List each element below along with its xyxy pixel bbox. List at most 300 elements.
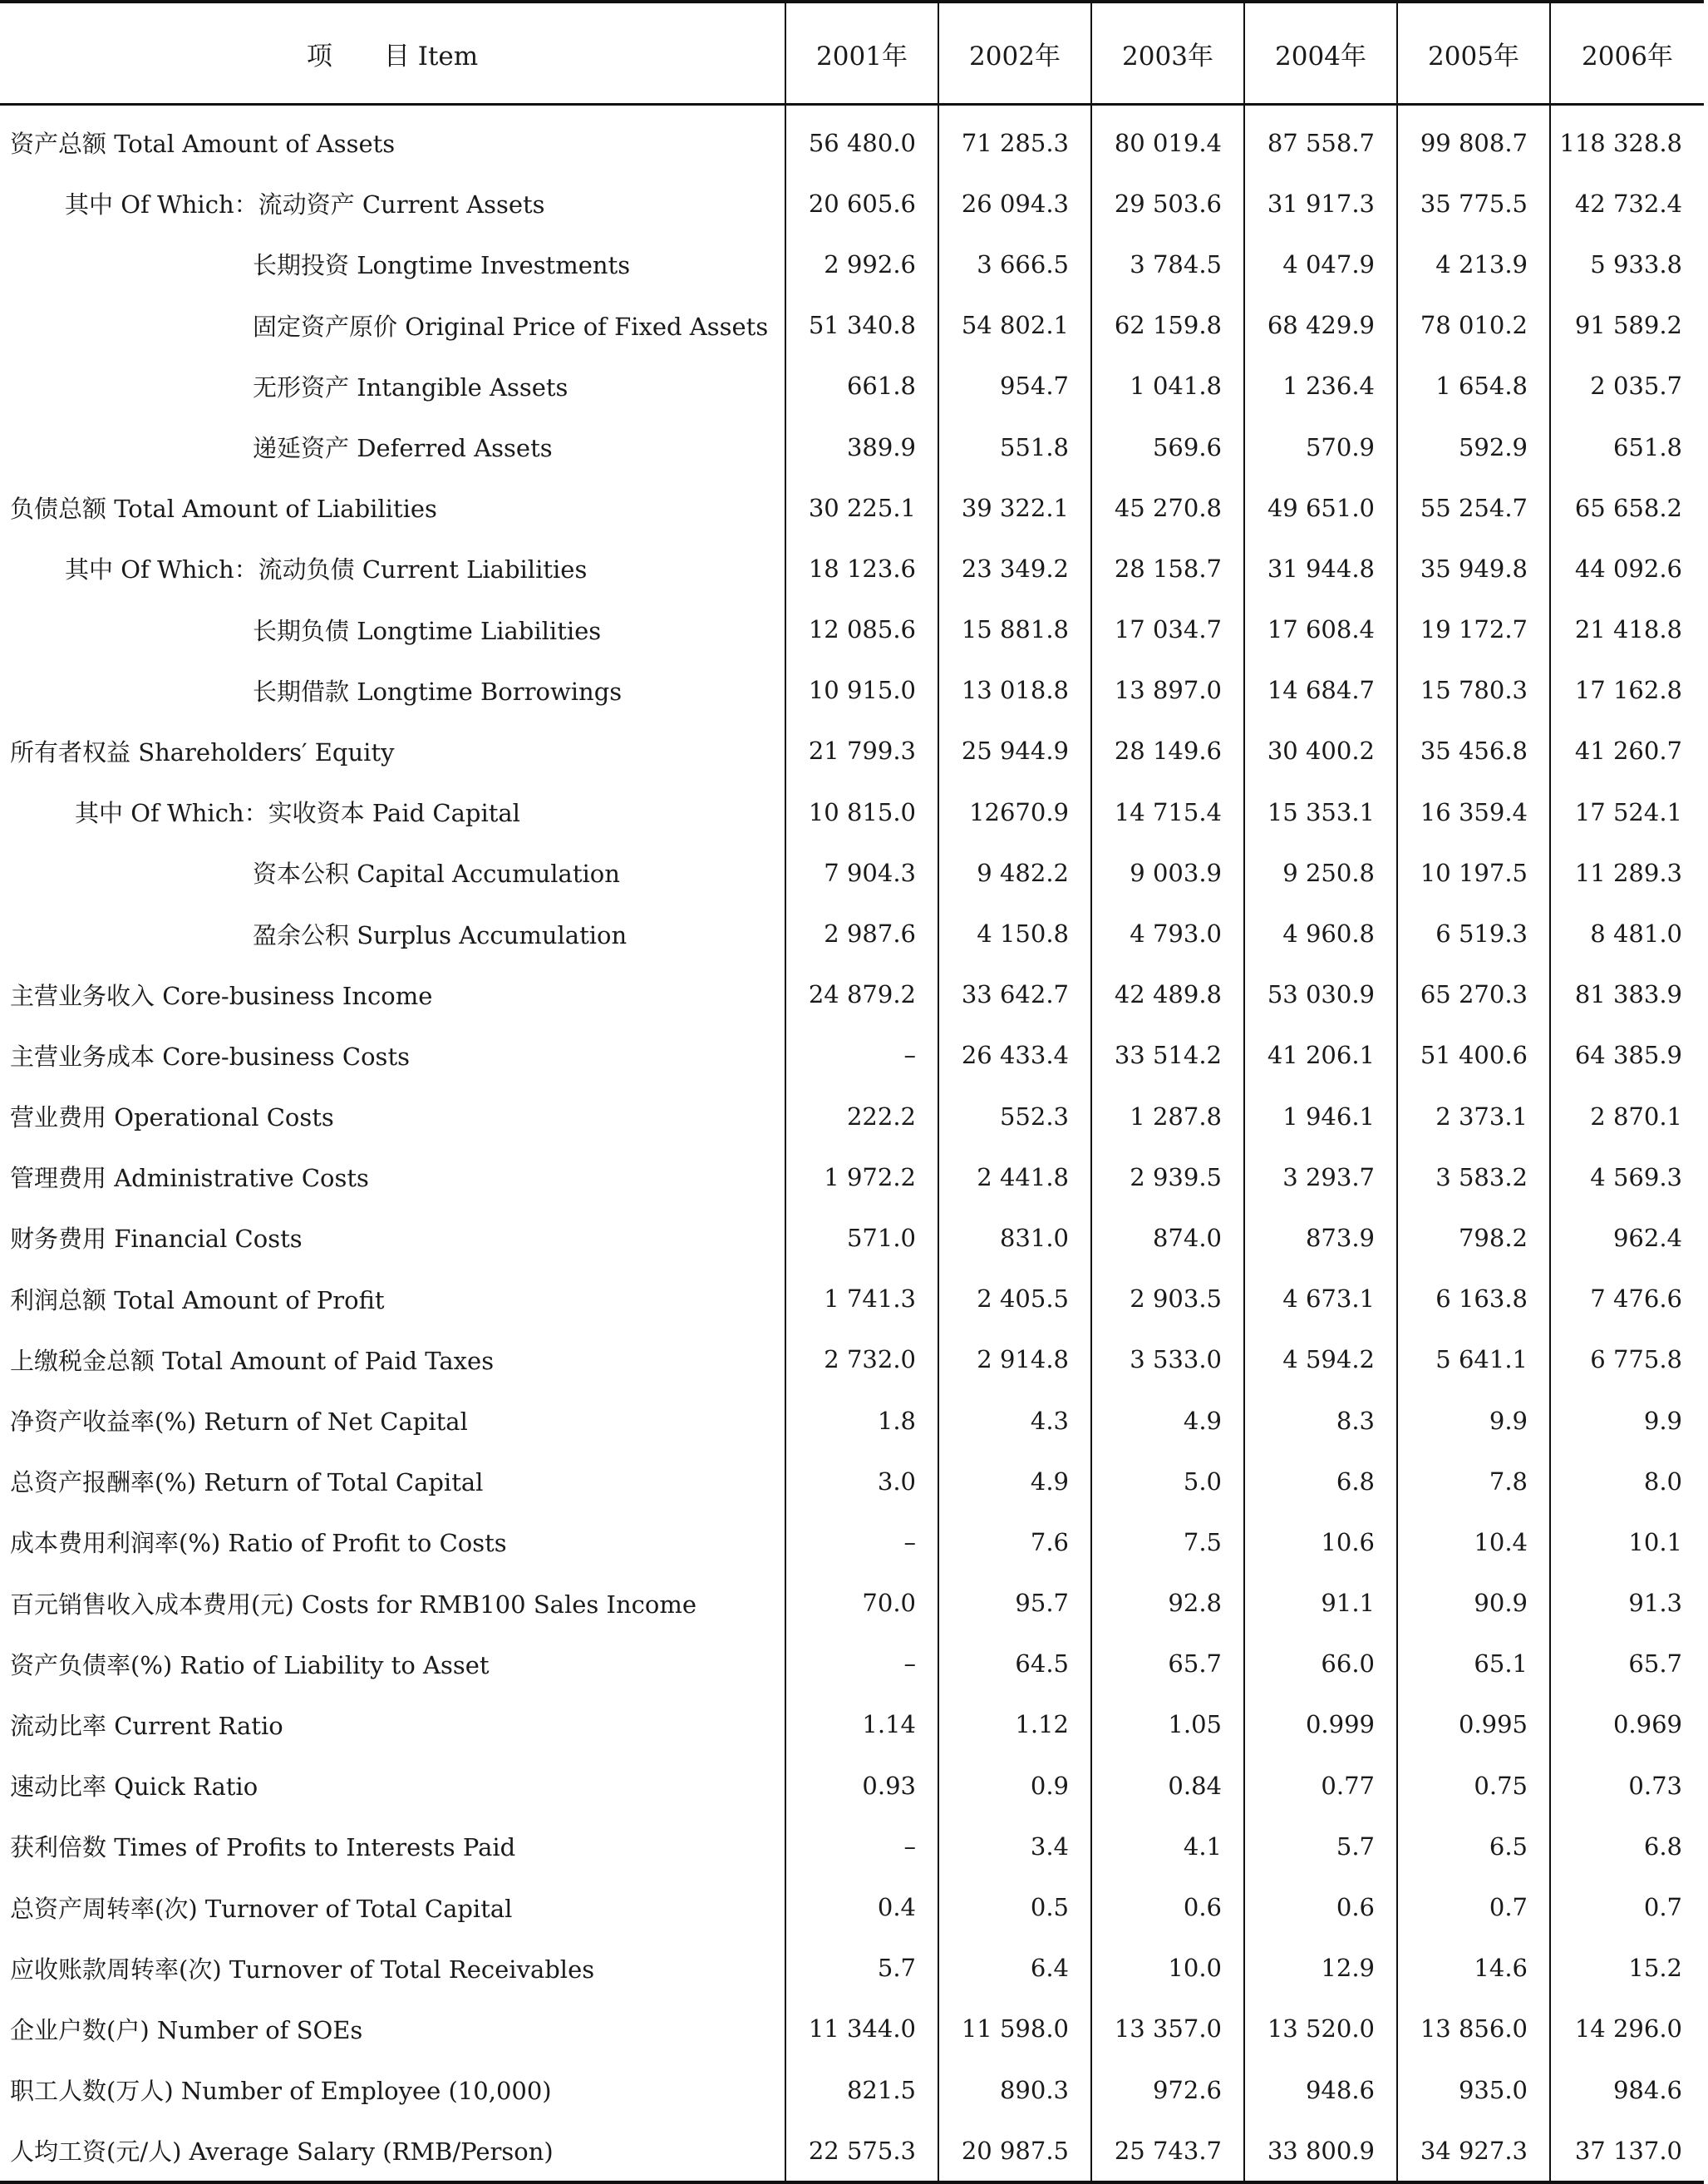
row-label: 上缴税金总额 Total Amount of Paid Taxes — [10, 1346, 495, 1375]
value-cell: 6.8 — [1550, 1816, 1704, 1876]
value-cell: 5.0 — [1091, 1451, 1244, 1511]
row-label-cell — [0, 1938, 785, 1999]
table-row — [0, 1694, 1704, 1755]
value-cell: – — [785, 1025, 938, 1086]
value-cell: 3 784.5 — [1091, 234, 1244, 294]
row-label-cell — [0, 1451, 785, 1511]
row-label-cell — [0, 105, 785, 174]
value-cell: 6 163.8 — [1397, 1269, 1550, 1329]
value-cell: 0.995 — [1397, 1694, 1550, 1755]
value-cell: 3 293.7 — [1244, 1146, 1397, 1207]
value-cell: 4 793.0 — [1091, 903, 1244, 964]
row-label: 固定资产原价 Original Price of Fixed Assets — [253, 312, 769, 341]
row-label-cell — [0, 1999, 785, 2059]
value-cell: 651.8 — [1550, 417, 1704, 477]
value-cell: 11 598.0 — [938, 1999, 1091, 2059]
row-label-cell — [0, 1086, 785, 1146]
header-item: 项 目 Item — [0, 2, 785, 105]
table-row — [0, 721, 1704, 781]
value-cell: 935.0 — [1397, 2059, 1550, 2120]
value-cell: 1 972.2 — [785, 1146, 938, 1207]
value-cell: 571.0 — [785, 1207, 938, 1268]
value-cell: 65 658.2 — [1550, 477, 1704, 538]
row-label-cell — [0, 1207, 785, 1268]
value-cell: 20 605.6 — [785, 173, 938, 234]
value-cell: 19 172.7 — [1397, 599, 1550, 660]
value-cell: 118 328.8 — [1550, 105, 1704, 174]
row-label-cell — [0, 842, 785, 903]
value-cell: 8 481.0 — [1550, 903, 1704, 964]
value-cell: 1 041.8 — [1091, 356, 1244, 417]
value-cell: 551.8 — [938, 417, 1091, 477]
value-cell: 64.5 — [938, 1634, 1091, 1694]
value-cell: 90.9 — [1397, 1573, 1550, 1634]
value-cell: 54 802.1 — [938, 295, 1091, 356]
value-cell: 4 960.8 — [1244, 903, 1397, 964]
value-cell: 7.8 — [1397, 1451, 1550, 1511]
table-row — [0, 173, 1704, 234]
value-cell: 17 608.4 — [1244, 599, 1397, 660]
value-cell: 222.2 — [785, 1086, 938, 1146]
value-cell: 29 503.6 — [1091, 173, 1244, 234]
value-cell: 42 489.8 — [1091, 964, 1244, 1025]
table-row — [0, 781, 1704, 842]
value-cell: 78 010.2 — [1397, 295, 1550, 356]
row-label: 获利倍数 Times of Profits to Interests Paid — [10, 1833, 516, 1862]
row-label-cell — [0, 1025, 785, 1086]
row-label-cell — [0, 417, 785, 477]
value-cell: 34 927.3 — [1397, 2120, 1550, 2182]
value-cell: 0.4 — [785, 1876, 938, 1937]
value-cell: 14 684.7 — [1244, 660, 1397, 721]
value-cell: 28 158.7 — [1091, 538, 1244, 599]
value-cell: 2 903.5 — [1091, 1269, 1244, 1329]
row-label-cell — [0, 1755, 785, 1816]
table-row — [0, 1755, 1704, 1816]
value-cell: 35 949.8 — [1397, 538, 1550, 599]
value-cell: 3 583.2 — [1397, 1146, 1550, 1207]
value-cell: 6.5 — [1397, 1816, 1550, 1876]
row-label-cell — [0, 295, 785, 356]
table-row — [0, 1511, 1704, 1572]
value-cell: 8.3 — [1244, 1390, 1397, 1451]
value-cell: 8.0 — [1550, 1451, 1704, 1511]
table-row — [0, 1146, 1704, 1207]
value-cell: 0.999 — [1244, 1694, 1397, 1755]
table-row — [0, 1025, 1704, 1086]
value-cell: 17 034.7 — [1091, 599, 1244, 660]
row-label: 流动比率 Current Ratio — [10, 1711, 283, 1740]
row-label-cell — [0, 1390, 785, 1451]
value-cell: 6 775.8 — [1550, 1329, 1704, 1390]
value-cell: 9.9 — [1550, 1390, 1704, 1451]
row-label-cell — [0, 234, 785, 294]
row-label: 长期借款 Longtime Borrowings — [253, 677, 623, 706]
value-cell: 5.7 — [785, 1938, 938, 1999]
table-row — [0, 842, 1704, 903]
row-label-cell — [0, 1269, 785, 1329]
value-cell: 25 944.9 — [938, 721, 1091, 781]
row-label-cell — [0, 660, 785, 721]
row-label: 所有者权益 Shareholders′ Equity — [10, 737, 395, 767]
value-cell: 10 197.5 — [1397, 842, 1550, 903]
value-cell: 6.8 — [1244, 1451, 1397, 1511]
table-row — [0, 234, 1704, 294]
row-label: 其中 Of Which：流动资产 Current Assets — [65, 190, 545, 219]
value-cell: 798.2 — [1397, 1207, 1550, 1268]
row-label-cell — [0, 721, 785, 781]
value-cell: 1 287.8 — [1091, 1086, 1244, 1146]
value-cell: 22 575.3 — [785, 2120, 938, 2182]
value-cell: 12670.9 — [938, 781, 1091, 842]
row-label-cell — [0, 477, 785, 538]
value-cell: 1 236.4 — [1244, 356, 1397, 417]
row-label: 递延资产 Deferred Assets — [253, 434, 553, 463]
table-row — [0, 2059, 1704, 2120]
row-label: 人均工资(元/人) Average Salary (RMB/Person) — [10, 2137, 554, 2167]
value-cell: 0.7 — [1550, 1876, 1704, 1937]
table-row — [0, 1573, 1704, 1634]
value-cell: 26 433.4 — [938, 1025, 1091, 1086]
value-cell: 23 349.2 — [938, 538, 1091, 599]
value-cell: 2 992.6 — [785, 234, 938, 294]
value-cell: 65.7 — [1550, 1634, 1704, 1694]
value-cell: 661.8 — [785, 356, 938, 417]
header-year-2003: 2003年 — [1091, 2, 1244, 105]
value-cell: 12.9 — [1244, 1938, 1397, 1999]
table-row — [0, 538, 1704, 599]
value-cell: 20 987.5 — [938, 2120, 1091, 2182]
value-cell: 7.6 — [938, 1511, 1091, 1572]
row-label-cell — [0, 173, 785, 234]
table-row — [0, 964, 1704, 1025]
value-cell: 65 270.3 — [1397, 964, 1550, 1025]
value-cell: 33 642.7 — [938, 964, 1091, 1025]
value-cell: 0.93 — [785, 1755, 938, 1816]
value-cell: 13 897.0 — [1091, 660, 1244, 721]
value-cell: 0.7 — [1397, 1876, 1550, 1937]
value-cell: 91.1 — [1244, 1573, 1397, 1634]
row-label-cell — [0, 1876, 785, 1937]
value-cell: 91.3 — [1550, 1573, 1704, 1634]
row-label: 营业费用 Operational Costs — [10, 1103, 334, 1132]
value-cell: 3.0 — [785, 1451, 938, 1511]
row-label: 主营业务收入 Core-business Income — [10, 981, 433, 1010]
value-cell: 0.75 — [1397, 1755, 1550, 1816]
value-cell: – — [785, 1634, 938, 1694]
value-cell: 25 743.7 — [1091, 2120, 1244, 2182]
row-label-cell — [0, 2059, 785, 2120]
row-label: 总资产报酬率(%) Return of Total Capital — [10, 1468, 484, 1497]
row-label: 财务费用 Financial Costs — [10, 1225, 303, 1254]
value-cell: 13 357.0 — [1091, 1999, 1244, 2059]
row-label-cell — [0, 1146, 785, 1207]
value-cell: 7 476.6 — [1550, 1269, 1704, 1329]
value-cell: 3.4 — [938, 1816, 1091, 1876]
row-label: 负债总额 Total Amount of Liabilities — [10, 495, 437, 524]
value-cell: 3 666.5 — [938, 234, 1091, 294]
value-cell: 2 987.6 — [785, 903, 938, 964]
row-label: 企业户数(户) Number of SOEs — [10, 2015, 363, 2044]
row-label-cell — [0, 1573, 785, 1634]
value-cell: 80 019.4 — [1091, 105, 1244, 174]
value-cell: 15 881.8 — [938, 599, 1091, 660]
row-label: 净资产收益率(%) Return of Net Capital — [10, 1408, 468, 1437]
value-cell: 9.9 — [1397, 1390, 1550, 1451]
table-row — [0, 1269, 1704, 1329]
value-cell: 87 558.7 — [1244, 105, 1397, 174]
table-header-row — [0, 2, 1704, 105]
value-cell: 65.7 — [1091, 1634, 1244, 1694]
row-label: 百元销售收入成本费用(元) Costs for RMB100 Sales Income — [10, 1590, 697, 1619]
table-row — [0, 295, 1704, 356]
value-cell: 14 296.0 — [1550, 1999, 1704, 2059]
table-row — [0, 1086, 1704, 1146]
value-cell: 13 856.0 — [1397, 1999, 1550, 2059]
value-cell: 984.6 — [1550, 2059, 1704, 2120]
value-cell: 30 400.2 — [1244, 721, 1397, 781]
value-cell: 1.05 — [1091, 1694, 1244, 1755]
value-cell: 2 732.0 — [785, 1329, 938, 1390]
value-cell: 16 359.4 — [1397, 781, 1550, 842]
value-cell: 2 441.8 — [938, 1146, 1091, 1207]
value-cell: 4.1 — [1091, 1816, 1244, 1876]
value-cell: 570.9 — [1244, 417, 1397, 477]
table-row — [0, 1876, 1704, 1937]
value-cell: 5 933.8 — [1550, 234, 1704, 294]
value-cell: 9 003.9 — [1091, 842, 1244, 903]
value-cell: 49 651.0 — [1244, 477, 1397, 538]
value-cell: 4 047.9 — [1244, 234, 1397, 294]
value-cell: 2 373.1 — [1397, 1086, 1550, 1146]
value-cell: 35 456.8 — [1397, 721, 1550, 781]
value-cell: 1 946.1 — [1244, 1086, 1397, 1146]
value-cell: 4 213.9 — [1397, 234, 1550, 294]
value-cell: 17 162.8 — [1550, 660, 1704, 721]
value-cell: 13 018.8 — [938, 660, 1091, 721]
value-cell: 2 035.7 — [1550, 356, 1704, 417]
value-cell: 45 270.8 — [1091, 477, 1244, 538]
value-cell: 26 094.3 — [938, 173, 1091, 234]
value-cell: 31 944.8 — [1244, 538, 1397, 599]
row-label: 资本公积 Capital Accumulation — [253, 860, 620, 889]
value-cell: 2 914.8 — [938, 1329, 1091, 1390]
value-cell: 33 514.2 — [1091, 1025, 1244, 1086]
value-cell: 1.14 — [785, 1694, 938, 1755]
value-cell: 552.3 — [938, 1086, 1091, 1146]
value-cell: 15 353.1 — [1244, 781, 1397, 842]
value-cell: 31 917.3 — [1244, 173, 1397, 234]
value-cell: 3 533.0 — [1091, 1329, 1244, 1390]
row-label: 应收账款周转率(次) Turnover of Total Receivables — [10, 1955, 595, 1984]
row-label: 长期投资 Longtime Investments — [253, 251, 631, 280]
value-cell: 51 400.6 — [1397, 1025, 1550, 1086]
table-row — [0, 660, 1704, 721]
value-cell: 4 150.8 — [938, 903, 1091, 964]
value-cell: 2 405.5 — [938, 1269, 1091, 1329]
value-cell: 99 808.7 — [1397, 105, 1550, 174]
value-cell: 92.8 — [1091, 1573, 1244, 1634]
value-cell: 874.0 — [1091, 1207, 1244, 1268]
value-cell: 39 322.1 — [938, 477, 1091, 538]
value-cell: 0.5 — [938, 1876, 1091, 1937]
table-row — [0, 1207, 1704, 1268]
value-cell: 389.9 — [785, 417, 938, 477]
value-cell: 95.7 — [938, 1573, 1091, 1634]
value-cell: 11 289.3 — [1550, 842, 1704, 903]
value-cell: 56 480.0 — [785, 105, 938, 174]
header-year-2006: 2006年 — [1550, 2, 1704, 105]
row-label: 其中 Of Which：流动负债 Current Liabilities — [65, 555, 588, 584]
value-cell: 91 589.2 — [1550, 295, 1704, 356]
value-cell: 68 429.9 — [1244, 295, 1397, 356]
value-cell: 28 149.6 — [1091, 721, 1244, 781]
value-cell: 10.1 — [1550, 1511, 1704, 1572]
value-cell: 10.0 — [1091, 1938, 1244, 1999]
row-label: 管理费用 Administrative Costs — [10, 1164, 369, 1193]
value-cell: 0.73 — [1550, 1755, 1704, 1816]
value-cell: 5 641.1 — [1397, 1329, 1550, 1390]
row-label: 主营业务成本 Core-business Costs — [10, 1042, 410, 1071]
table-row — [0, 1634, 1704, 1694]
table-row — [0, 477, 1704, 538]
value-cell: 0.77 — [1244, 1755, 1397, 1816]
table-row — [0, 417, 1704, 477]
header-year-2002: 2002年 — [938, 2, 1091, 105]
value-cell: 0.9 — [938, 1755, 1091, 1816]
value-cell: 4.9 — [1091, 1390, 1244, 1451]
value-cell: 44 092.6 — [1550, 538, 1704, 599]
value-cell: 831.0 — [938, 1207, 1091, 1268]
value-cell: 37 137.0 — [1550, 2120, 1704, 2182]
table-row — [0, 903, 1704, 964]
value-cell: 18 123.6 — [785, 538, 938, 599]
value-cell: 11 344.0 — [785, 1999, 938, 2059]
row-label-cell — [0, 356, 785, 417]
value-cell: 2 870.1 — [1550, 1086, 1704, 1146]
table-row — [0, 1816, 1704, 1876]
row-label-cell — [0, 538, 785, 599]
value-cell: 24 879.2 — [785, 964, 938, 1025]
value-cell: 4 673.1 — [1244, 1269, 1397, 1329]
value-cell: 66.0 — [1244, 1634, 1397, 1694]
value-cell: 6 519.3 — [1397, 903, 1550, 964]
value-cell: 0.6 — [1244, 1876, 1397, 1937]
value-cell: – — [785, 1511, 938, 1572]
value-cell: 55 254.7 — [1397, 477, 1550, 538]
row-label-cell — [0, 1694, 785, 1755]
table-row — [0, 599, 1704, 660]
value-cell: 4.3 — [938, 1390, 1091, 1451]
value-cell: 0.6 — [1091, 1876, 1244, 1937]
header-year-2005: 2005年 — [1397, 2, 1550, 105]
row-label: 职工人数(万人) Number of Employee (10,000) — [10, 2077, 552, 2106]
row-label: 盈余公积 Surplus Accumulation — [253, 920, 628, 949]
value-cell: 10.4 — [1397, 1511, 1550, 1572]
value-cell: 33 800.9 — [1244, 2120, 1397, 2182]
value-cell: 592.9 — [1397, 417, 1550, 477]
value-cell: 14.6 — [1397, 1938, 1550, 1999]
value-cell: 4 594.2 — [1244, 1329, 1397, 1390]
value-cell: 53 030.9 — [1244, 964, 1397, 1025]
row-label: 其中 Of Which：实收资本 Paid Capital — [75, 799, 520, 828]
row-label-cell — [0, 781, 785, 842]
value-cell: 821.5 — [785, 2059, 938, 2120]
table-body — [0, 105, 1704, 2183]
value-cell: 15 780.3 — [1397, 660, 1550, 721]
value-cell: 41 260.7 — [1550, 721, 1704, 781]
value-cell: – — [785, 1816, 938, 1876]
value-cell: 10.6 — [1244, 1511, 1397, 1572]
value-cell: 12 085.6 — [785, 599, 938, 660]
value-cell: 1 654.8 — [1397, 356, 1550, 417]
value-cell: 65.1 — [1397, 1634, 1550, 1694]
value-cell: 7.5 — [1091, 1511, 1244, 1572]
value-cell: 890.3 — [938, 2059, 1091, 2120]
value-cell: 51 340.8 — [785, 295, 938, 356]
value-cell: 1.12 — [938, 1694, 1091, 1755]
value-cell: 1 741.3 — [785, 1269, 938, 1329]
value-cell: 0.969 — [1550, 1694, 1704, 1755]
row-label: 总资产周转率(次) Turnover of Total Capital — [10, 1894, 513, 1923]
value-cell: 4.9 — [938, 1451, 1091, 1511]
value-cell: 948.6 — [1244, 2059, 1397, 2120]
row-label: 成本费用利润率(%) Ratio of Profit to Costs — [10, 1529, 507, 1558]
value-cell: 70.0 — [785, 1573, 938, 1634]
value-cell: 954.7 — [938, 356, 1091, 417]
value-cell: 14 715.4 — [1091, 781, 1244, 842]
value-cell: 5.7 — [1244, 1816, 1397, 1876]
value-cell: 0.84 — [1091, 1755, 1244, 1816]
row-label-cell — [0, 1634, 785, 1694]
row-label: 长期负债 Longtime Liabilities — [253, 616, 602, 645]
value-cell: 4 569.3 — [1550, 1146, 1704, 1207]
table-row — [0, 2120, 1704, 2182]
row-label: 利润总额 Total Amount of Profit — [10, 1285, 385, 1314]
value-cell: 10 815.0 — [785, 781, 938, 842]
table-row — [0, 1938, 1704, 1999]
value-cell: 42 732.4 — [1550, 173, 1704, 234]
value-cell: 21 799.3 — [785, 721, 938, 781]
value-cell: 41 206.1 — [1244, 1025, 1397, 1086]
value-cell: 7 904.3 — [785, 842, 938, 903]
row-label: 无形资产 Intangible Assets — [253, 372, 569, 402]
table-row — [0, 105, 1704, 174]
row-label-cell — [0, 2120, 785, 2182]
table-row — [0, 1999, 1704, 2059]
value-cell: 30 225.1 — [785, 477, 938, 538]
row-label-cell — [0, 599, 785, 660]
row-label: 资产负债率(%) Ratio of Liability to Asset — [10, 1650, 490, 1679]
row-label-cell — [0, 1511, 785, 1572]
row-label-cell — [0, 1816, 785, 1876]
value-cell: 17 524.1 — [1550, 781, 1704, 842]
value-cell: 10 915.0 — [785, 660, 938, 721]
value-cell: 972.6 — [1091, 2059, 1244, 2120]
value-cell: 62 159.8 — [1091, 295, 1244, 356]
value-cell: 15.2 — [1550, 1938, 1704, 1999]
value-cell: 9 250.8 — [1244, 842, 1397, 903]
value-cell: 21 418.8 — [1550, 599, 1704, 660]
row-label: 资产总额 Total Amount of Assets — [10, 130, 396, 159]
value-cell: 962.4 — [1550, 1207, 1704, 1268]
header-year-2004: 2004年 — [1244, 2, 1397, 105]
header-year-2001: 2001年 — [785, 2, 938, 105]
table-row — [0, 1451, 1704, 1511]
value-cell: 873.9 — [1244, 1207, 1397, 1268]
value-cell: 1.8 — [785, 1390, 938, 1451]
value-cell: 71 285.3 — [938, 105, 1091, 174]
